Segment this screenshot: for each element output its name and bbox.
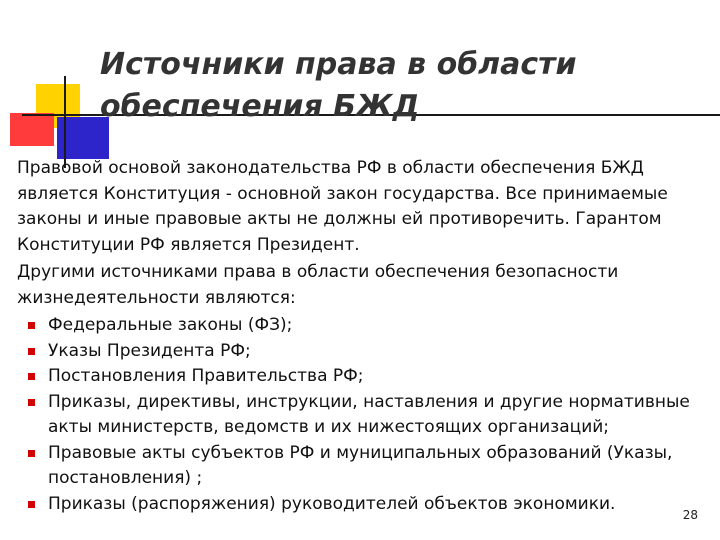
list-item-text: Приказы, директивы, инструкции, наставления и другие нормативные акты министерств, ведомств и их нижестоящих организаций;	[48, 391, 690, 437]
slide-title-line-2: обеспечения БЖД	[100, 89, 420, 124]
paragraph-other-sources: Другими источниками права в области обеспечения безопасности жизнедеятельности являются:	[17, 262, 619, 308]
list-item-text: Постановления Правительства РФ;	[48, 366, 364, 386]
square-bullet-icon	[28, 322, 35, 329]
list-item	[17, 492, 707, 518]
list-item-text: Федеральные законы (ФЗ);	[48, 315, 293, 335]
list-item-text: Приказы (распоряжения) руководителей объектов экономики.	[48, 493, 616, 514]
square-bullet-icon	[28, 373, 35, 380]
square-bullet-icon	[28, 501, 35, 508]
list-item	[17, 313, 707, 339]
slide-body	[17, 156, 707, 517]
list-item	[17, 339, 707, 365]
list-item	[17, 441, 707, 492]
slide-title-line-1: Источники права в области	[100, 47, 577, 82]
paragraph-constitution: Правовой основой законодательства РФ в области обеспечения БЖД является Конституция - основной закон государства. Все принимаемые законы и иные правовые акты не должны ей противоречить. Гарантом Конституции РФ является Президент.	[17, 158, 668, 255]
slide-title	[100, 44, 700, 128]
list-item	[17, 390, 707, 441]
square-bullet-icon	[28, 399, 35, 406]
page-number: 28	[682, 508, 698, 522]
list-item-text: Правовые акты субъектов РФ и муниципальных образований (Указы, постановления) ;	[48, 442, 673, 488]
list-item	[17, 364, 707, 390]
sources-list	[17, 313, 707, 517]
decor-red-square	[10, 113, 54, 146]
square-bullet-icon	[28, 450, 35, 457]
decor-vertical-line	[64, 76, 66, 168]
list-item-text: Указы Президента РФ;	[48, 340, 251, 361]
square-bullet-icon	[28, 348, 35, 355]
